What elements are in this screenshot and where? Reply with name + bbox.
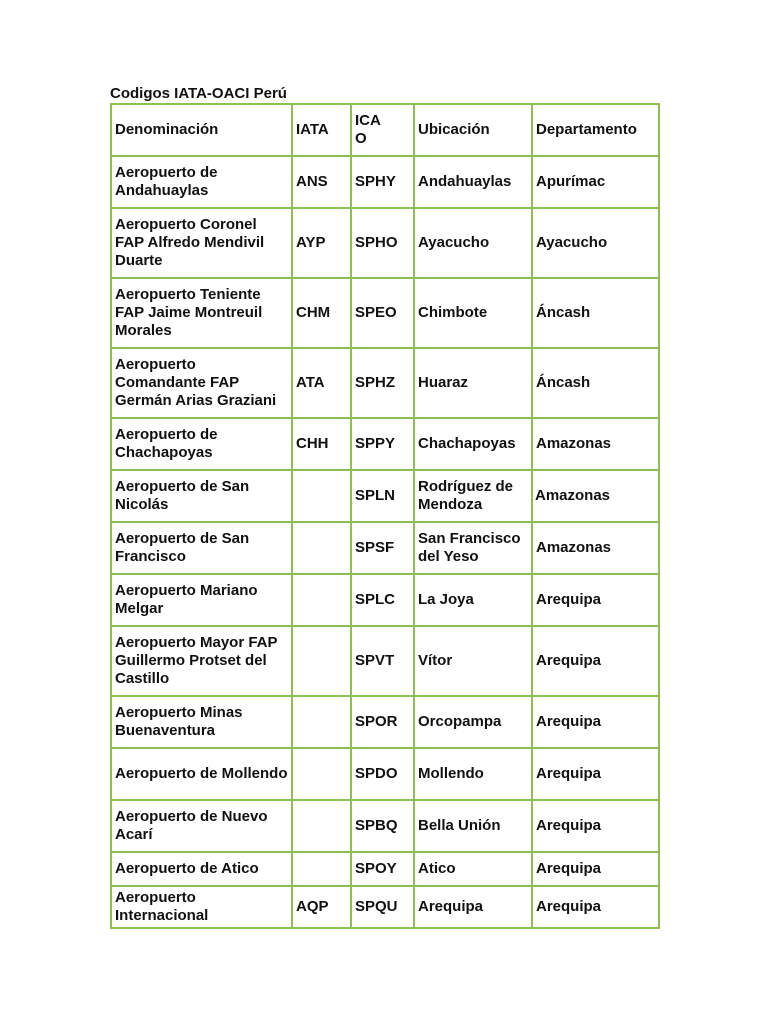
cell-icao: SPBQ: [351, 800, 414, 852]
table-row: [111, 574, 659, 626]
cell-department: Amazonas: [532, 522, 659, 574]
cell-location: Rodríguez de Mendoza: [414, 470, 532, 522]
cell-iata: [292, 626, 351, 696]
cell-name: Aeropuerto de Atico: [111, 852, 292, 886]
cell-icao: SPVT: [351, 626, 414, 696]
cell-name: Aeropuerto Mariano Melgar: [111, 574, 292, 626]
cell-icao: SPLC: [351, 574, 414, 626]
table-row: [111, 278, 659, 348]
table-row: [111, 156, 659, 208]
cell-icao: SPOR: [351, 696, 414, 748]
cell-location: Andahuaylas: [414, 156, 532, 208]
cell-name: Aeropuerto de Nuevo Acarí: [111, 800, 292, 852]
cell-iata: AQP: [292, 886, 351, 928]
cell-iata: ATA: [292, 348, 351, 418]
cell-department: Arequipa: [532, 696, 659, 748]
cell-name: Aeropuerto Minas Buenaventura: [111, 696, 292, 748]
cell-department: Arequipa: [532, 852, 659, 886]
cell-iata: [292, 852, 351, 886]
cell-location: Chimbote: [414, 278, 532, 348]
header-ubicacion: Ubicación: [414, 104, 532, 156]
cell-department: Áncash: [532, 348, 659, 418]
cell-department: Arequipa: [532, 574, 659, 626]
header-iata: IATA: [292, 104, 351, 156]
table-row: [111, 800, 659, 852]
cell-icao: SPEO: [351, 278, 414, 348]
cell-department: Arequipa: [532, 626, 659, 696]
cell-location: Arequipa: [414, 886, 532, 928]
table-row: [111, 418, 659, 470]
cell-iata: CHM: [292, 278, 351, 348]
table-row: [111, 348, 659, 418]
cell-name: Aeropuerto de Andahuaylas: [111, 156, 292, 208]
cell-iata: [292, 522, 351, 574]
cell-iata: CHH: [292, 418, 351, 470]
cell-department: Arequipa: [532, 748, 659, 800]
cell-icao: SPSF: [351, 522, 414, 574]
cell-iata: [292, 470, 351, 522]
header-denominacion: Denominación: [111, 104, 292, 156]
cell-department: Arequipa: [532, 886, 659, 928]
cell-department: Ayacucho: [532, 208, 659, 278]
cell-iata: AYP: [292, 208, 351, 278]
table-row: [111, 470, 659, 522]
cell-location: Huaraz: [414, 348, 532, 418]
cell-name: Aeropuerto de Chachapoyas: [111, 418, 292, 470]
cell-icao: SPPY: [351, 418, 414, 470]
table-row: [111, 626, 659, 696]
cell-icao: SPHZ: [351, 348, 414, 418]
table-row: [111, 748, 659, 800]
cell-icao: SPDO: [351, 748, 414, 800]
cell-iata: [292, 696, 351, 748]
cell-department: Apurímac: [532, 156, 659, 208]
cell-location: Mollendo: [414, 748, 532, 800]
cell-location: San Francisco del Yeso: [414, 522, 532, 574]
cell-location: Vítor: [414, 626, 532, 696]
cell-location: Ayacucho: [414, 208, 532, 278]
cell-name: Aeropuerto Internacional: [111, 886, 292, 928]
table-row: [111, 852, 659, 886]
cell-iata: [292, 748, 351, 800]
cell-department: Amazonas: [532, 470, 659, 522]
cell-icao: SPHY: [351, 156, 414, 208]
cell-iata: [292, 800, 351, 852]
cell-icao: SPHO: [351, 208, 414, 278]
cell-department: Áncash: [532, 278, 659, 348]
cell-icao: SPQU: [351, 886, 414, 928]
cell-iata: [292, 574, 351, 626]
header-icao-line2: O: [355, 130, 367, 147]
cell-location: La Joya: [414, 574, 532, 626]
header-departamento: Departamento: [532, 104, 659, 156]
cell-location: Atico: [414, 852, 532, 886]
header-icao: [351, 104, 414, 156]
cell-iata: ANS: [292, 156, 351, 208]
table-row: [111, 696, 659, 748]
cell-name: Aeropuerto de San Francisco: [111, 522, 292, 574]
cell-name: Aeropuerto de Mollendo: [111, 748, 292, 800]
cell-name: Aeropuerto de San Nicolás: [111, 470, 292, 522]
document-title: Codigos IATA-OACI Perú: [110, 85, 287, 102]
header-icao-line1: ICA: [355, 112, 381, 129]
cell-department: Amazonas: [532, 418, 659, 470]
cell-icao: SPLN: [351, 470, 414, 522]
cell-location: Orcopampa: [414, 696, 532, 748]
table-row: [111, 522, 659, 574]
table-row: [111, 208, 659, 278]
cell-name: Aeropuerto Mayor FAP Guillermo Protset del Castillo: [111, 626, 292, 696]
cell-name: Aeropuerto Coronel FAP Alfredo Mendivil Duarte: [111, 208, 292, 278]
cell-name: Aeropuerto Teniente FAP Jaime Montreuil Morales: [111, 278, 292, 348]
cell-name: Aeropuerto Comandante FAP Germán Arias Graziani: [111, 348, 292, 418]
table-row: [111, 886, 659, 928]
cell-location: Chachapoyas: [414, 418, 532, 470]
table-header-row: [111, 104, 659, 156]
airport-codes-table: [110, 103, 660, 929]
cell-icao: SPOY: [351, 852, 414, 886]
cell-location: Bella Unión: [414, 800, 532, 852]
cell-department: Arequipa: [532, 800, 659, 852]
